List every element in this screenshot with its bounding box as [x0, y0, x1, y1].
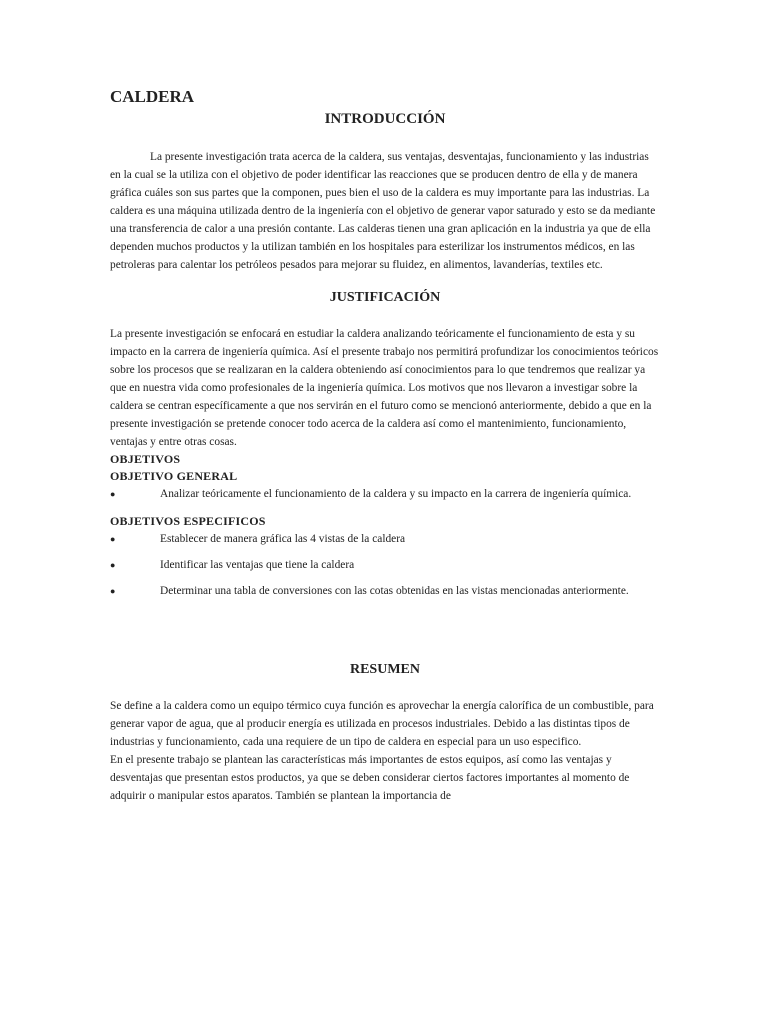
- objetivo-general-item-text: Analizar teóricamente el funcionamiento de la caldera y su impacto en la carrera de ingeniería química.: [160, 488, 632, 500]
- resumen-paragraph: En el presente trabajo se plantean las características más importantes de estos equipos, así como las ventajas y desventajas que presentan estos productos, ya que se deben considerar ciertos factores importantes al momento de adquirir o manipular estos aparatos. También se plantean la importancia de: [110, 754, 630, 802]
- objetivo-general-item: [110, 485, 660, 503]
- document-page: [110, 86, 660, 805]
- bullet-icon: ●: [110, 560, 116, 570]
- resumen-paragraph: Se define a la caldera como un equipo térmico cuya función es aprovechar la energía calorífica de un combustible, para generar vapor de agua, que al producir energía es utilizada en procesos industriales. Debido a las distintas tipos de industrias y funcionamiento, cada una requiere de un tipo de caldera en especial para un uso especifico.: [110, 700, 654, 748]
- objetivo-especifico-item: [110, 582, 660, 600]
- bullet-icon: ●: [110, 489, 116, 499]
- objetivo-especifico-item: [110, 530, 660, 548]
- resumen-heading: RESUMEN: [349, 662, 420, 677]
- introduccion-heading: INTRODUCCIÓN: [324, 111, 446, 127]
- objetivos-especificos-heading: OBJETIVOS ESPECIFICOS: [110, 514, 266, 528]
- justificacion-heading: JUSTIFICACIÓN: [329, 290, 441, 305]
- introduccion-paragraph: La presente investigación trata acerca de la caldera, sus ventajas, desventajas, funcionamiento y las industrias en la cual se la utiliza con el objetivo de poder identificar las reacciones que se producen dentro de ella y de manera gráfica cuáles son sus partes que la componen, pues bien el uso de la caldera es muy importante para las industrias. La caldera es una máquina utilizada dentro de la ingeniería con el objetivo de generar vapor saturado y esto se da mediante una transferencia de calor a una presión contante. Las calderas tienen una gran aplicación en la industria ya que de ella dependen muchos productos y la utilizan también en los hospitales para esterilizar los instrumentos médicos, en las petroleras para calentar los petróleos pesados para mejorar su fluidez, en alimentos, lavanderías, textiles etc.: [110, 151, 656, 271]
- bullet-icon: ●: [110, 586, 116, 596]
- document-title: CALDERA: [110, 87, 195, 106]
- justificacion-paragraph: La presente investigación se enfocará en estudiar la caldera analizando teóricamente el funcionamiento de esta y su impacto en la carrera de ingeniería química. Así el presente trabajo nos permitirá profundizar los conocimientos teóricos sobre los procesos que se realizaran en la caldera obteniendo así conocimientos para lo que tendremos que realizar ya que en nuestra vida como profesionales de la ingeniería química. Los motivos que nos llevaron a investigar sobre la caldera se centran específicamente a que nos servirán en el futuro como se mencionó anteriormente, debido a que en la presente investigación se pretende conocer todo acerca de la caldera así como el mantenimiento, funcionamiento, ventajas y entre otras cosas.: [110, 328, 659, 448]
- objetivo-especifico-item: [110, 556, 660, 574]
- bullet-icon: ●: [110, 534, 116, 544]
- objetivo-especifico-item-text: Determinar una tabla de conversiones con las cotas obtenidas en las vistas mencionadas anteriormente.: [160, 585, 629, 597]
- objetivo-especifico-item-text: Identificar las ventajas que tiene la caldera: [160, 559, 355, 571]
- objetivo-general-heading: OBJETIVO GENERAL: [110, 469, 238, 483]
- objetivo-especifico-item-text: Establecer de manera gráfica las 4 vistas de la caldera: [160, 533, 406, 545]
- objetivos-heading: OBJETIVOS: [110, 452, 181, 466]
